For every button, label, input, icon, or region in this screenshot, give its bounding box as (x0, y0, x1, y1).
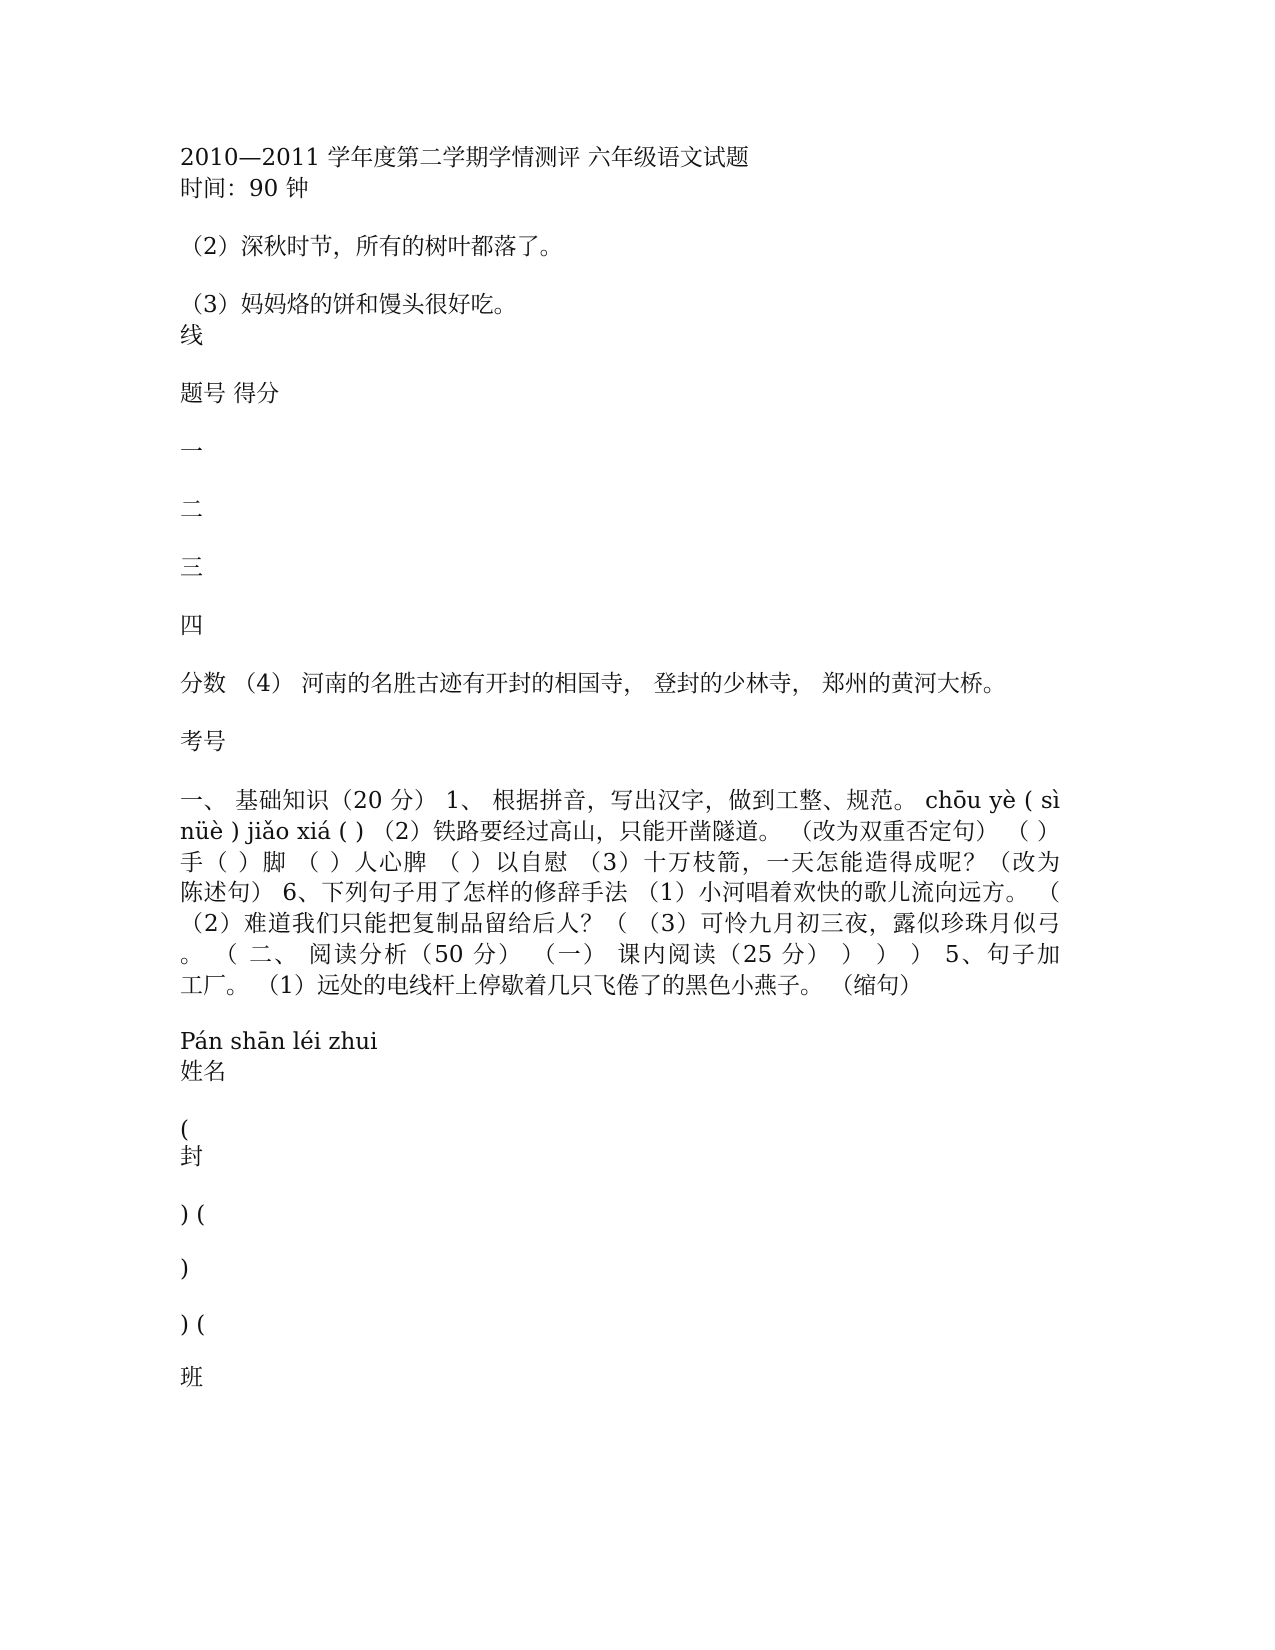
score-and-question-4: 分数 （4） 河南的名胜古迹有开封的相国寺， 登封的少林寺， 郑州的黄河大桥。 (180, 671, 1006, 697)
seal-label: 封 (180, 1144, 203, 1170)
score-table-header: 题号 得分 (180, 381, 280, 407)
score-row-3: 三 (180, 555, 203, 581)
paren-pair: ) ( (180, 1202, 206, 1228)
class-label: 班 (180, 1365, 203, 1391)
paren-pair: ) ( (180, 1312, 206, 1338)
paragraph-row: （2）难道我们只能把复制品留给后人？（ （3）可怜九月初三夜，露似珍珠月似弓 (180, 911, 1060, 938)
question-3-text: （3）妈妈烙的饼和馒头很好吃。 (180, 292, 517, 318)
paren-close: ) (180, 1256, 189, 1282)
score-row-2: 二 (180, 497, 203, 523)
paragraph-row: 。 （ 二、 阅读分析（50 分） （一） 课内阅读（25 分） ） ） ） 5、句子加 (180, 941, 1060, 968)
pinyin-line: Pán shān léi zhui (180, 1029, 378, 1055)
binding-line-label: 线 (180, 323, 203, 349)
question-2-text: （2）深秋时节，所有的树叶都落了。 (180, 234, 563, 260)
paragraph-row: 手（ ）脚 （ ）人心脾 （ ）以自慰 （3）十万枝箭，一天怎能造得成呢？（改为 (180, 849, 1060, 876)
exam-time: 时间：90 钟 (180, 176, 309, 202)
exam-number-label: 考号 (180, 729, 226, 755)
paragraph-row: 陈述句） 6、下列句子用了怎样的修辞手法 （1）小河唱着欢快的歌儿流向远方。 （ (180, 880, 1060, 907)
exam-title: 2010—2011 学年度第二学期学情测评 六年级语文试题 (180, 145, 749, 171)
score-row-4: 四 (180, 613, 203, 639)
basic-knowledge-section (180, 786, 1060, 1002)
score-row-1: 一 (180, 439, 203, 465)
paragraph-row: 工厂。 （1）远处的电线杆上停歇着几只飞倦了的黑色小燕子。 （缩句） (180, 972, 923, 999)
paragraph-row: 一、 基础知识（20 分） 1、 根据拼音，写出汉字，做到工整、规范。 chōu yè ( sì (180, 788, 1060, 814)
paren-open: ( (180, 1117, 189, 1143)
paragraph-row: nüè ) jiǎo xiá ( ) （2）铁路要经过高山，只能开凿隧道。 （改为双重否定句） （ ） (180, 818, 1060, 845)
student-name-label: 姓名 (180, 1059, 226, 1085)
